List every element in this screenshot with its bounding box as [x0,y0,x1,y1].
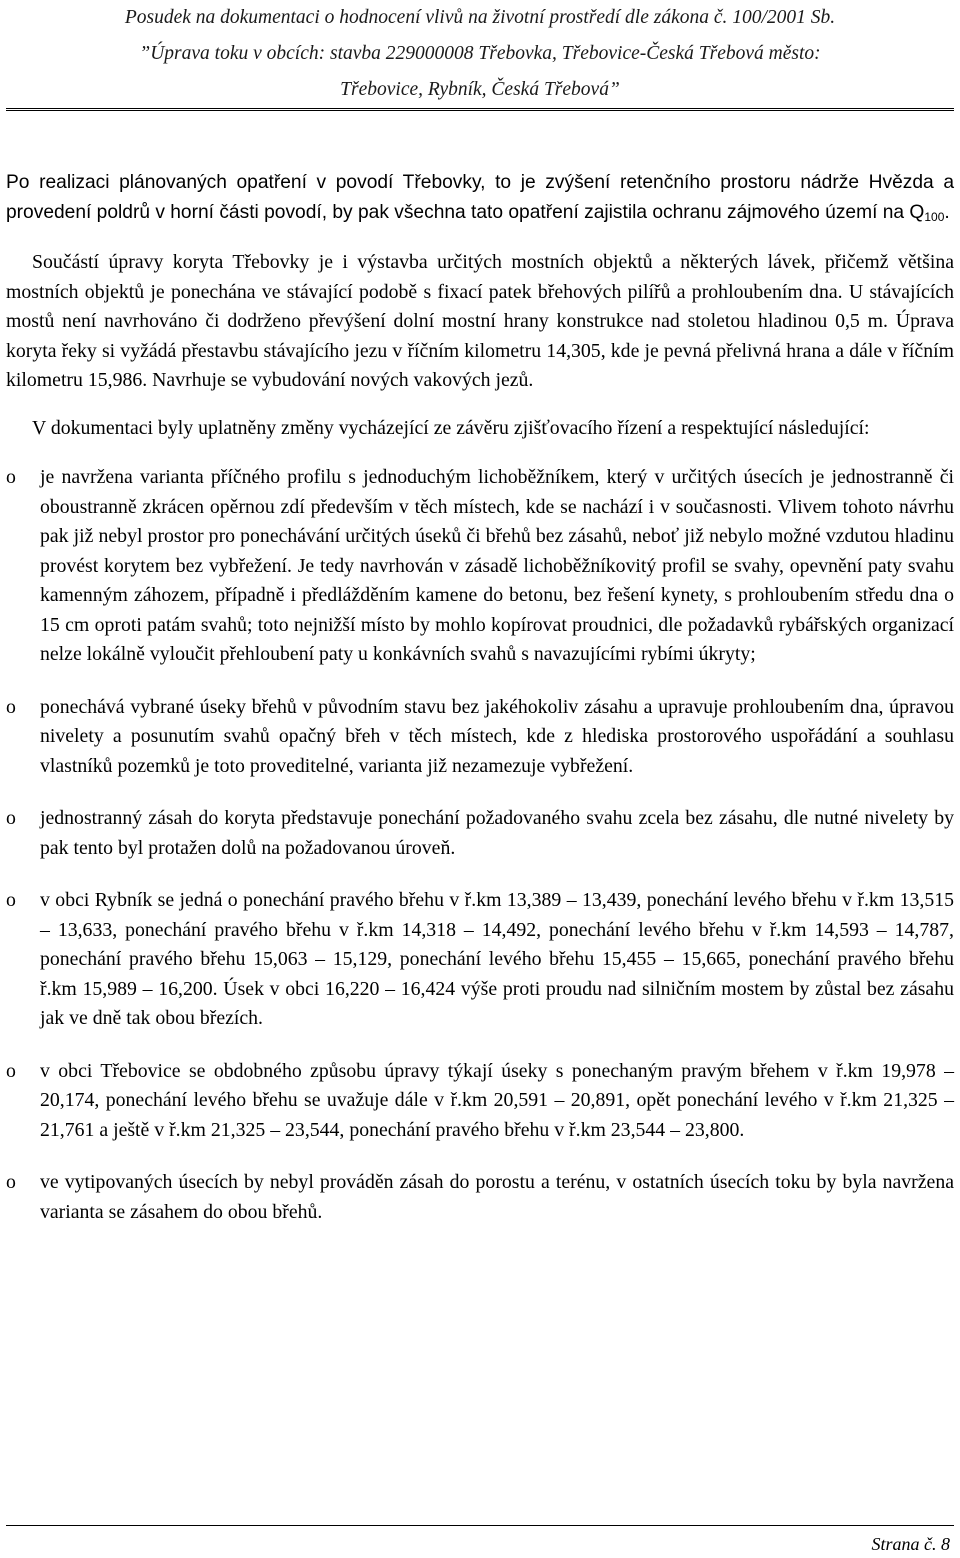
list-item [6,1057,954,1146]
list-item-text: v obci Třebovice se obdobného způsobu úpravy týkají úseky s ponechaným pravým břehem v ř.km 19,978 – 20,174, ponechání levého břehu se uvažuje dále v ř.km 20,591 – 20,891, opět ponechání levého v ř.km 21,325 – 21,761 a ještě v ř.km 21,325 – 23,544, ponechání pravého břehu v ř.km 23,544 – 23,800. [40,1059,954,1141]
list-item [6,1168,954,1227]
header-line-1: Posudek na dokumentaci o hodnocení vlivů na životní prostředí dle zákona č. 100/2001 Sb. [124,7,836,28]
list-item [6,886,954,1034]
list-item-text: v obci Rybník se jedná o ponechání pravého břehu v ř.km 13,389 – 13,439, ponechání levého břehu v ř.km 13,515 – 13,633, ponechání pravého břehu v ř.km 14,318 – 14,492, ponechání levého břehu v ř.km 14,593 – 14,787, ponechání pravého břehu 15,063 – 15,129, ponechání levého břehu 15,455 – 15,665, ponechání pravého břehu ř.km 15,989 – 16,200. Úsek v obci 16,220 – 16,424 výše proti proudu nad silničním mostem by zůstal bez zásahu jak ve dně tak obou březích. [40,889,954,1029]
header-line-3: Třebovice, Rybník, Česká Třebová” [340,79,620,100]
paragraph-2: Součástí úpravy koryta Třebovky je i výstavba určitých mostních objektů a některých lávek, přičemž většina mostních objektů je ponechána ve stávající podobě s fixací patek břehových pilířů a prohloubením dna. U stávajících mostů není navrhováno či dodrženo převýšení dolní mostní hrany konstrukce nad stoletou hladinou 0,5 m. Úprava koryta řeky si vyžádá přestavbu stávajícího jezu v říčním kilometru 14,305, kde je pevná přelivná hrana a dále v říčním kilometru 15,986. Navrhuje se vybudování nových vakových jezů. [6,251,954,391]
footer-divider [6,1525,954,1526]
list-item-text: je navržena varianta příčného profilu s jednoduchým lichoběžníkem, který v určitých úsecích je jednostranně či oboustranně zkrácen opěrnou zdí především v těch místech, kde se nachází i v současnosti. Vlivem tohoto návrhu pak již nebyl prostor pro ponechávání určitých úseků či břehů bez zásahů, neboť již nebylo možné vzdutou hladinu provést korytem bez vybřežení. Je tedy navrhován v zásadě lichoběžníkovitý profil se svahy, opevnění paty svahu kamenným záhozem, případně i předlážděním kamene do betonu, bez řešení kynety, s prohloubením středu dna o 15 cm oproti patám svahů; toto nejnižší místo by mohlo kopírovat proudnici, dle požadavků rybářských organizací nelze lokálně vyloučit přehloubení paty u konkávních svahů s navazujícími rybími úkryty; [40,466,954,665]
paragraph-1-subscript: 100 [924,210,945,224]
page-header [6,0,954,108]
bullet-list [6,463,954,1227]
list-item [6,804,954,863]
bullet-marker: o [6,807,16,829]
document-body [6,168,954,1227]
paragraph-1 [6,168,954,232]
bullet-marker: o [6,1171,16,1193]
header-divider [6,108,954,114]
bullet-marker: o [6,889,16,911]
header-line-2: ”Úprava toku v obcích: stavba 229000008 Třebovka, Třebovice-Česká Třebová město: [139,43,821,64]
list-item-text: ve vytipovaných úsecích by nebyl prováděn zásah do porostu a terénu, v ostatních úsecích toku by byla navržena varianta se zásahem do obou břehů. [40,1171,954,1223]
list-item [6,693,954,782]
paragraph-3: V dokumentaci byly uplatněny změny vycházející ze závěru zjišťovacího řízení a respektující následující: [32,416,870,439]
bullet-marker: o [6,1059,16,1082]
page-number: Strana č. 8 [871,1534,950,1554]
list-item [6,463,954,670]
bullet-marker: o [6,695,16,718]
paragraph-1-text: Po realizaci plánovaných opatření v povodí Třebovky, to je zvýšení retenčního prostoru nádrže Hvězda a provedení poldrů v horní části povodí, by pak všechna tato opatření zajistila ochranu zájmového území na Q [6,172,954,223]
list-item-text: jednostranný zásah do koryta představuje ponechání požadovaného svahu zcela bez zásahu, dle nutné nivelety by pak tento byl protažen dolů na požadovanou úroveň. [40,807,954,859]
list-item-text: ponechává vybrané úseky břehů v původním stavu bez jakéhokoliv zásahu a upravuje prohloubením dna, úpravou nivelety a posunutím svahů opačný břeh v těch místech, kde z hlediska prostorového uspořádání a souhlasu vlastníků pozemků je toto proveditelné, varianta již nezamezuje vybřežení. [40,695,954,777]
bullet-marker: o [6,466,16,488]
paragraph-1-end: . [944,202,950,223]
